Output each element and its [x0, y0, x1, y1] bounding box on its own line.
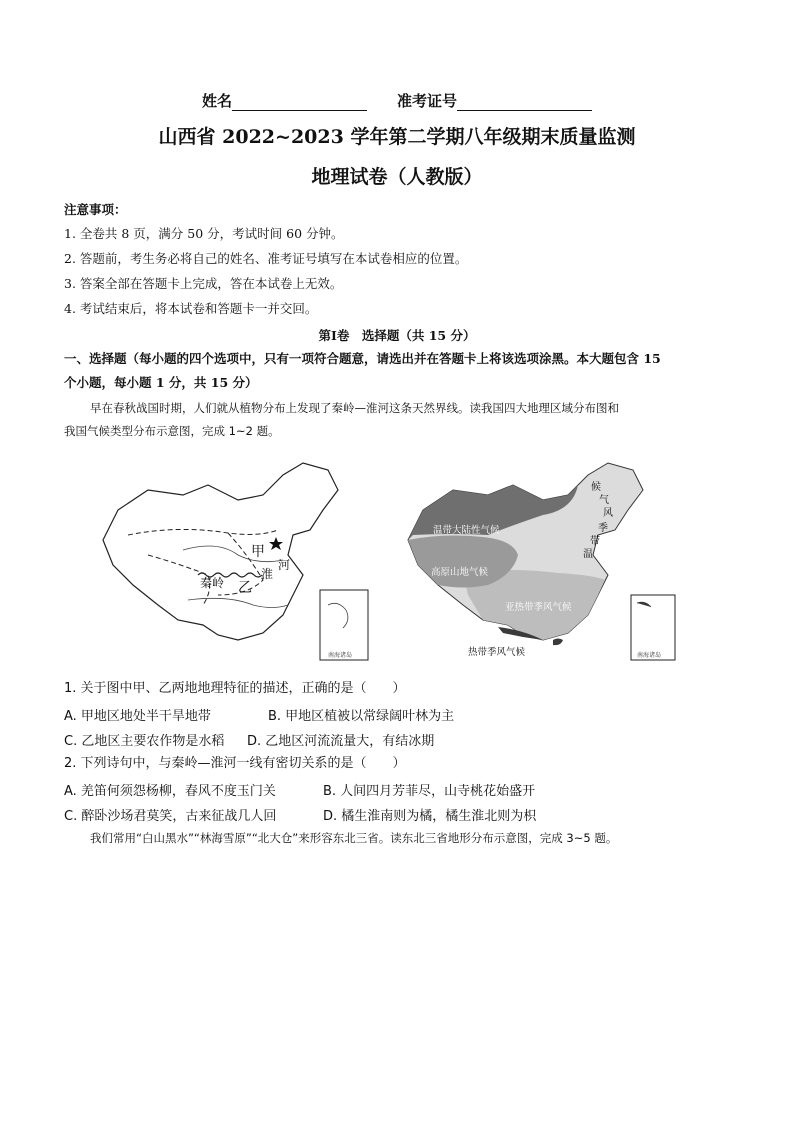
label-subtropical-monsoon: 亚热带季风气候: [505, 602, 572, 613]
q2-option-a[interactable]: A. 羌笛何须怨杨柳，春风不度玉门关: [64, 784, 276, 799]
label-qinling: 秦岭: [200, 576, 225, 590]
label-jia: 甲: [251, 544, 265, 560]
label-temperate-monsoon-char: 季: [598, 523, 608, 534]
inset-label: 南海诸岛: [637, 652, 662, 659]
label-plateau-mountain: 高原山地气候: [431, 567, 489, 578]
inset-label: 南海诸岛: [328, 652, 353, 659]
notice-item: 4. 考试结束后，将本试卷和答题卡一并交回。: [64, 301, 318, 316]
label-tropical-monsoon: 热带季风气候: [468, 647, 526, 658]
q2-option-b[interactable]: B. 人间四月芳菲尽，山寺桃花始盛开: [323, 784, 536, 799]
paper-title: 山西省 2022~2023 学年第二学期八年级期末质量监测: [158, 126, 636, 148]
name-blank: [232, 96, 367, 111]
exam-id-blank: [457, 96, 592, 111]
label-huai: 淮: [261, 567, 274, 581]
notice-item: 3. 答案全部在答题卡上完成，答在本试卷上无效。: [64, 276, 343, 291]
part1-instruction: 一、选择题（每小题的四个选项中，只有一项符合题意，请选出并在答题卡上将该选项涂黑。本大题包含 15: [64, 351, 661, 366]
notice-item: 2. 答题前，考生务必将自己的姓名、准考证号填写在本试卷相应的位置。: [64, 251, 468, 266]
label-temperate-monsoon-char: 候: [591, 482, 601, 493]
label-temperate-monsoon-char: 温: [583, 549, 593, 560]
question-2-stem: 2. 下列诗句中，与秦岭—淮河一线有密切关系的是（ ）: [64, 756, 406, 771]
intro-paragraph-cont: 我国气候类型分布示意图，完成 1~2 题。: [64, 424, 280, 438]
south-china-sea-inset: [631, 595, 675, 660]
q2-option-c[interactable]: C. 醉卧沙场君莫笑，古来征战几人回: [64, 809, 277, 824]
candidate-info: [0, 90, 794, 111]
label-temperate-monsoon-char: 风: [603, 508, 613, 519]
label-temperate-monsoon-char: 带: [590, 536, 600, 547]
south-china-sea-inset: [320, 590, 368, 660]
part1-instruction-cont: 个小题，每小题 1 分，共 15 分）: [64, 375, 258, 390]
question-1-stem: 1. 关于图中甲、乙两地地理特征的描述，正确的是（ ）: [64, 681, 406, 696]
name-label: 姓名: [201, 92, 232, 110]
q1-option-a[interactable]: A. 甲地区地处半干旱地带: [64, 709, 211, 724]
paper-subtitle: 地理试卷（人教版）: [311, 166, 483, 188]
label-yi: 乙: [238, 580, 252, 596]
notice-heading: 注意事项：: [64, 202, 127, 217]
regions-map: [88, 455, 378, 665]
intro-paragraph-2: 我们常用“白山黑水”“林海雪原”“北大仓”来形容东北三省。读东北三省地形分布示意图，完成 3~5 题。: [90, 831, 618, 845]
q2-option-d[interactable]: D. 橘生淮南则为橘，橘生淮北则为枳: [323, 809, 537, 824]
exam-id-label: 准考证号: [397, 92, 458, 110]
q1-option-b[interactable]: B. 甲地区植被以常绿阔叶林为主: [268, 709, 455, 724]
climate-map: [393, 455, 683, 665]
q1-option-c[interactable]: C. 乙地区主要农作物是水稻: [64, 734, 225, 749]
label-he: 河: [278, 558, 291, 572]
notice-item: 1. 全卷共 8 页，满分 50 分，考试时间 60 分钟。: [64, 226, 344, 241]
intro-paragraph: 早在春秋战国时期，人们就从植物分布上发现了秦岭—淮河这条天然界线。读我国四大地理区域分布图和: [90, 401, 619, 415]
label-temperate-continental: 温带大陆性气候: [433, 525, 500, 536]
q1-option-d[interactable]: D. 乙地区河流流量大，有结冰期: [247, 734, 435, 749]
label-temperate-monsoon-char: 气: [599, 495, 609, 506]
section-title: 第Ⅰ卷 选择题（共 15 分）: [318, 328, 476, 343]
